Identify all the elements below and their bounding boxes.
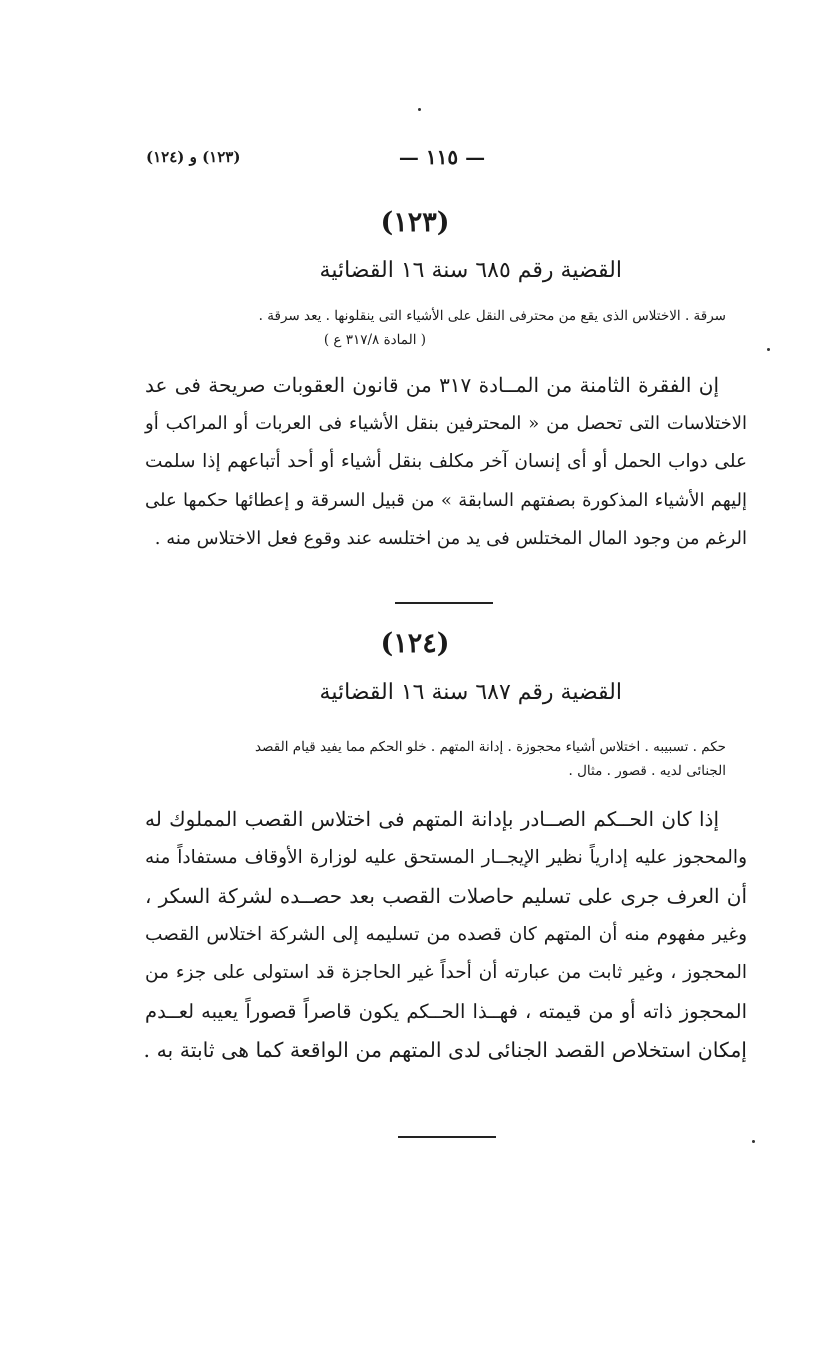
body-line: الرغم من وجود المال المختلس فى يد من اختلسه عند وقوع فعل الاختلاس منه .: [154, 528, 747, 549]
body-line: وغير مفهوم منه أن المتهم كان قصده من تسليمه إلى الشركة اختلاس القصب: [145, 923, 747, 945]
page-number: — ١١٥ —: [398, 145, 486, 169]
case-number: (١٢٤): [380, 628, 450, 659]
summary-line: حكم . تسبيبه . اختلاس أشياء محجوزة . إدانة المتهم . خلو الحكم مما يفيد قيام القصد: [254, 739, 726, 755]
body-line: إذا كان الحــكم الصــادر بإدانة المتهم فى اختلاس القصب المملوك له: [145, 807, 719, 831]
body-line: المحجوز ، وغير ثابت من عبارته أن أحداً غير الحاجزة قد استولى على جزء من: [145, 962, 747, 983]
body-line: المحجوز ذاته أو من قيمته ، فهــذا الحــكم يكون قاصراً قصوراً يعيبه لعــدم: [145, 999, 747, 1023]
case-summary: [120, 304, 726, 352]
case-title: القضية رقم ٦٨٥ سنة ١٦ القضائية: [319, 258, 622, 283]
header-case-refs: (١٢٣) و (١٢٤): [146, 148, 241, 166]
summary-line: [120, 328, 726, 352]
scan-speck: [418, 108, 421, 111]
section-divider: [395, 602, 493, 604]
case-summary: [120, 735, 726, 783]
section-divider: [398, 1136, 496, 1138]
case-number: (١٢٣): [380, 207, 450, 238]
scan-speck: [752, 1140, 755, 1143]
body-line: والمحجوز عليه إدارياً نظير الإيجــار المستحق عليه لوزارة الأوقاف مستفاداً منه: [145, 846, 747, 868]
scan-speck: [767, 348, 770, 351]
body-line: إمكان استخلاص القصد الجنائى لدى المتهم من الواقعة كما هى ثابتة به .: [143, 1038, 747, 1062]
case-body: [145, 800, 747, 1070]
body-line: الاختلاسات التى تحصل من « المحترفين بنقل الأشياء فى العربات أو المراكب أو: [145, 412, 747, 434]
body-line: على دواب الحمل أو أى إنسان آخر مكلف بنقل أشياء أو أحد أتباعهم إذا سلمت: [145, 451, 747, 472]
summary-line: الجنائى لديه . قصور . مثال .: [568, 763, 726, 779]
body-line: إن الفقرة الثامنة من المــادة ٣١٧ من قانون العقوبات صريحة فى عد: [145, 373, 720, 397]
body-line: إليهم الأشياء المذكورة بصفتهم السابقة » من قبيل السرقة و إعطائها حكمها على: [145, 489, 747, 511]
case-body: [145, 366, 747, 559]
summary-line: سرقة . الاختلاس الذى يقع من محترفى النقل على الأشياء التى ينقلونها . يعد سرقة .: [258, 308, 726, 324]
body-line: أن العرف جرى على تسليم حاصلات القصب بعد حصــده لشركة السكر ،: [145, 884, 747, 908]
article-reference: ( المادة ٣١٧/٨ ع ): [323, 332, 426, 348]
case-title: القضية رقم ٦٨٧ سنة ١٦ القضائية: [319, 680, 622, 705]
